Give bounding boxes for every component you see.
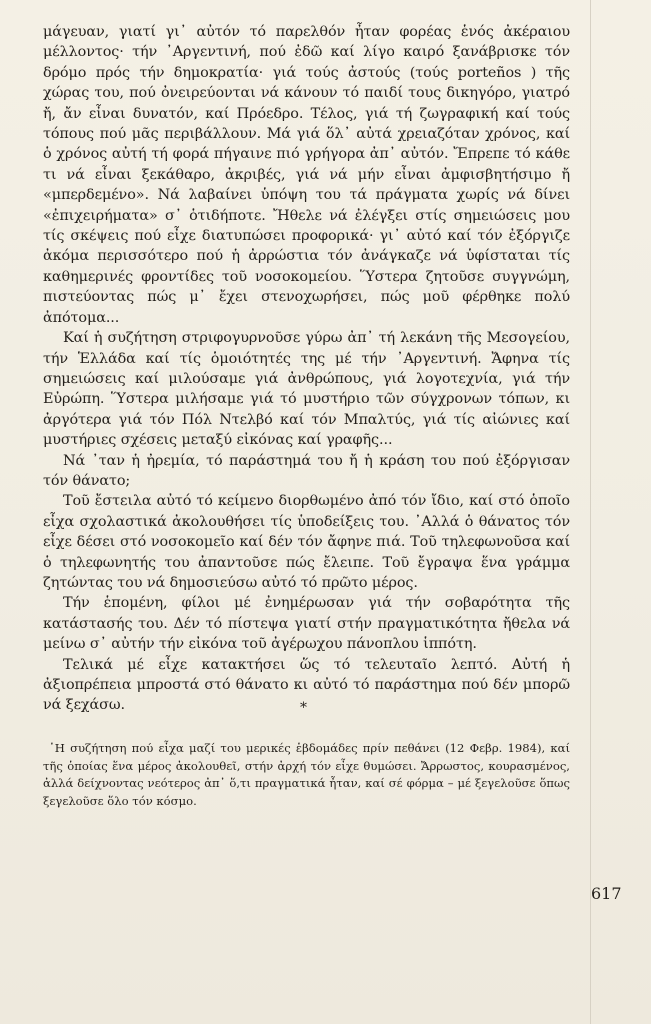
footnote — [43, 740, 570, 810]
paragraph-continued: μάγευαν, γιατί γι᾽ αὐτόν τό παρελθόν ἦταν φορέας ἑνός ἀκέραιου μέλλοντος· τήν ᾽Αργεντινή, πού ἐδῶ καί λίγο καιρό ξανάβρισκε τόν δρόμο πρός τήν δημοκρατία· γιά τούς ἀστούς (τούς porteños ) τῆς χώρας του, πού ὀνειρεύονται νά κάνουν τό παιδί τους δικηγόρο, γιατρό ἤ, ἄν εἶναι δυνατόν, καί Πρόεδρο. Τέλος, γιά τή ζωγραφική καί τούς τόπους πού μᾶς περιβάλλουν. Μά γιά ὅλ᾽ αὐτά χρειαζόταν χρόνος, καί ὁ χρόνος αὐτή τή φορά πήγαινε πιό γρήγορα ἀπ᾽ αὐτόν. Ἔπρεπε τό κάθε τι νά εἶναι ξεκάθαρο, ἀκριβές, γιά νά μήν εἶναι ἀμφισβητήσιμο ἤ «μπερδεμένο». Νά λαβαίνει ὑπόψη του τά πράγματα χωρίς νά δίνει «ἐπιχειρήματα» σ᾽ ὁτιδήποτε. Ἤθελε νά ἐλέγξει στίς σημειώσεις μου τίς σκέψεις πού εἶχε διατυπώσει προφορικά· γι᾽ αὐτό καί τόν ἐξόργιζε ἀκόμα περισσότερο πού ἡ ἀρρώστια τόν ἀνάγκαζε νά ὑφίσταται τίς καθημερινές φροντίδες τοῦ νοσοκομείου. Ὕστερα ζητοῦσε συγγνώμη, πιστεύοντας πώς μ᾽ ἔχει στενοχωρήσει, πώς μοῦ φέρθηκε πολύ ἀπότομα... — [43, 24, 570, 326]
page-number: 617 — [591, 884, 622, 903]
paragraph-final: Τελικά μέ εἶχε κατακτήσει ὥς τό τελευταῖο λεπτό. Αὐτή ἡ ἀξιοπρέπεια μπροστά στό θάνατο κι αὐτό τό παράστημα πού δέν μπορῶ νά ξεχάσω. — [43, 656, 570, 714]
margin-rule — [590, 0, 591, 1024]
paragraph-next-day: Τήν ἑπομένη, φίλοι μέ ἐνημέρωσαν γιά τήν σοβαρότητα τῆς κατάστασής του. Δέν τό πίστεψα γιατί στήν πραγματικότητα ἤθελα νά μείνω σ᾽ αὐτήν τήν εἰκόνα τοῦ ἀγέρωχου πάνοπλου ἱππότη. — [43, 595, 570, 653]
paragraph-sent-text: Τοῦ ἔστειλα αὐτό τό κείμενο διορθωμένο ἀπό τόν ἴδιο, καί στό ὁποῖο εἶχα σχολαστικά ἀκολουθήσει τίς ὑποδείξεις του. ᾽Αλλά ὁ θάνατος τόν εἶχε δέσει στό νοσοκομεῖο καί δέν τόν ἄφηνε πιά. Τοῦ τηλεφωνοῦσα καί ὁ τηλεφωνητής του ἀπαντοῦσε πώς ἔλειπε. Τοῦ ἔγραψα ἕνα γράμμα ζητώντας του νά δημοσιεύσω αὐτό τό πρῶτο μέρος. — [43, 493, 570, 591]
footnote-text: ῾Η συζήτηση πού εἶχα μαζί του μερικές ἑβδομάδες πρίν πεθάνει (12 Φεβρ. 1984), καί τῆς ὁποίας ἕνα μέρος ἀκολουθεῖ, στήν ἀρχή τόν εἶχε θυμώσει. Ἄρρωστος, κουρασμένος, ἀλλά δείχνοντας νεότερος ἀπ᾽ ὅ,τι πραγματικά ἦταν, καί σέ φόρμα – μέ ξεγελοῦσε ὅπως ξεγελοῦσε ὅλο τόν κόσμο. — [43, 741, 570, 808]
paragraph-conversation: Καί ἡ συζήτηση στριφογυρνοῦσε γύρω ἀπ᾽ τή λεκάνη τῆς Μεσογείου, τήν Ἑλλάδα καί τίς ὁμοιότητές της μέ τήν ᾽Αργεντινή. Ἄφηνα τίς σημειώσεις καί μιλούσαμε γιά ἀνθρώπους, γιά λογοτεχνία, γιά τήν Εὐρώπη. Ὕστερα μιλήσαμε γιά τό μυστήριο τῶν σύγχρονων τόπων, κι ἀργότερα γιά τόν Πόλ Ντελβό καί τόν Μπαλτύς, γιά τίς αἰώνιες καί μυστήριες σχέσεις μεταξύ εἰκόνας καί γραφῆς... — [43, 330, 570, 449]
section-divider: * — [300, 700, 307, 716]
paragraph-question: Νά ᾽ταν ἡ ἠρεμία, τό παράστημά του ἤ ἡ κράση του πού ἐξόργισαν τόν θάνατο; — [43, 452, 570, 489]
main-text — [43, 22, 570, 716]
